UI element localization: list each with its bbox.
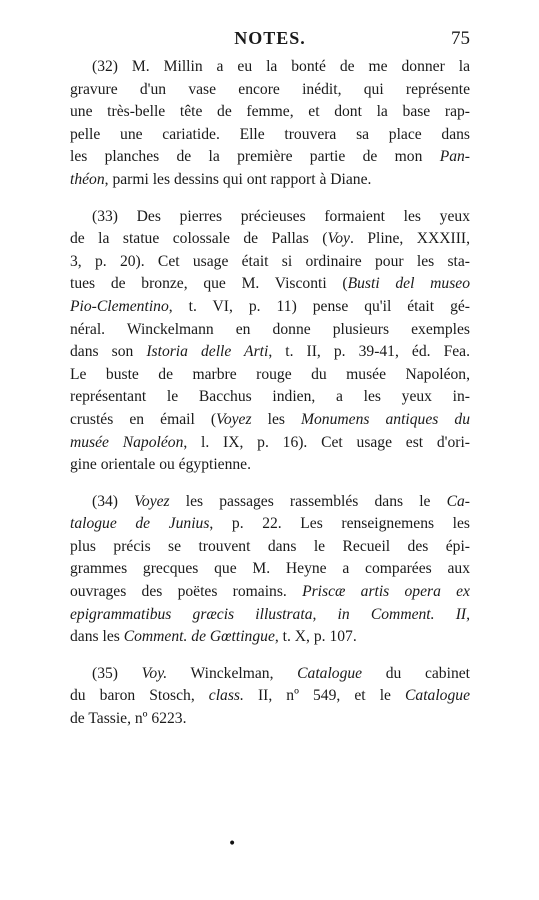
text-line [70,663,470,686]
text-line [70,536,470,559]
italic-text: Istoria delle Arti [146,343,269,361]
text-run: néral. Winckelmann en donne plusieurs exemples [70,320,470,338]
text-run: , t. X, p. 107. [274,628,357,646]
text-line [70,604,470,627]
text-run: tues de bronze, que M. Visconti ( [70,275,348,293]
running-head: NOTES. [234,28,306,48]
text-line [70,708,470,731]
text-run: les planches de la première partie de mon [70,148,440,166]
italic-text: Pio-Clementino [70,297,169,315]
text-run: les passages rassemblés dans le [169,492,447,510]
text-line [70,454,470,477]
text-run: crustés en émail ( [70,410,217,428]
text-run: II, nº 549, et le [243,687,406,705]
italic-text: Voyez [134,492,170,510]
text-line [70,124,470,147]
text-line [70,101,470,124]
text-run: 3, p. 20). Cet usage était si ordinaire pour les sta- [70,252,470,270]
note-32 [70,56,470,192]
text-line [70,386,470,409]
text-line [70,558,470,581]
text-run: représentant le Bacchus indien, a les yeux in- [70,388,470,406]
italic-text: Priscæ artis opera ex [302,583,470,601]
italic-text: Catalogue [405,687,470,705]
italic-text: class. [208,687,244,705]
page-header [70,28,470,54]
italic-text: Voy [327,230,350,248]
text-run: pelle une cariatide. Elle trouvera sa place dans [70,125,470,143]
italic-text: Monumens antiques du [301,410,471,428]
text-line [70,581,470,604]
text-line [70,685,470,708]
text-line [70,296,470,319]
italic-text: Pan- [439,148,470,166]
text-line [70,432,470,455]
text-run: (35) [92,664,142,682]
text-run: gine orientale ou égyptienne. [70,456,251,474]
text-run: , p. 22. Les renseignemens les [209,515,470,533]
text-run: de Tassie, nº 6223. [70,710,187,728]
text-line [70,319,470,342]
italic-text: Voyez [216,410,252,428]
italic-text: epigrammatibus græcis illustrata, in Comment. II, [70,605,470,623]
text-run: (33) Des pierres précieuses formaient les yeux [92,207,470,225]
text-run: dans les [70,628,124,646]
text-run: une très-belle tête de femme, et dont la base rap- [70,103,470,121]
note-33 [70,206,470,477]
text-run: Le buste de marbre rouge du musée Napoléon, [70,365,470,383]
text-run: dans son [70,343,147,361]
text-run: du baron Stosch, [70,687,209,705]
text-line [70,206,470,229]
text-line [70,364,470,387]
text-line [70,491,470,514]
text-run: , t. II, p. 39-41, éd. Fea. [268,343,471,361]
text-line [70,79,470,102]
italic-text: théon [70,170,105,188]
text-line [70,513,470,536]
text-line [70,251,470,274]
text-run: (34) [92,492,135,510]
text-line [70,273,470,296]
text-line [70,228,470,251]
italic-text: Comment. de Gœttingue [123,628,275,646]
text-line [70,409,470,432]
italic-text: talogue de Junius [70,515,210,533]
text-run: ouvrages des poëtes romains. [70,583,303,601]
text-run: les [251,410,302,428]
note-35 [70,663,470,731]
italic-text: Voy. [141,664,168,682]
note-34 [70,491,470,649]
text-line [70,146,470,169]
text-run: , parmi les dessins qui ont rapport à Diane. [104,170,372,188]
italic-text: Busti del museo [347,275,470,293]
page-number: 75 [451,28,470,49]
text-line [70,626,470,649]
italic-text: musée Napoléon [70,433,184,451]
text-run: , l. IX, p. 16). Cet usage est d'ori- [183,433,471,451]
text-run: plus précis se trouvent dans le Recueil des épi- [70,537,470,555]
text-line [70,341,470,364]
text-run: (32) M. Millin a eu la bonté de me donner la [92,58,470,75]
text-line [70,169,470,192]
text-run: , t. VI, p. 11) pense qu'il était gé- [168,297,470,315]
text-run: gravure d'un vase encore inédit, qui représente [70,80,470,98]
italic-text: Catalogue [297,664,363,682]
text-run: . Pline, XXXIII, [349,230,470,248]
text-run: Winckelman, [167,664,298,682]
notes-body [70,56,470,745]
text-run: grammes grecques que M. Heyne a comparées aux [70,560,470,578]
text-run: du cabinet [362,664,470,682]
dot-ornament-icon: • [228,836,237,852]
text-run: de la statue colossale de Pallas ( [70,230,328,248]
text-line [70,56,470,79]
italic-text: Ca- [446,492,470,510]
